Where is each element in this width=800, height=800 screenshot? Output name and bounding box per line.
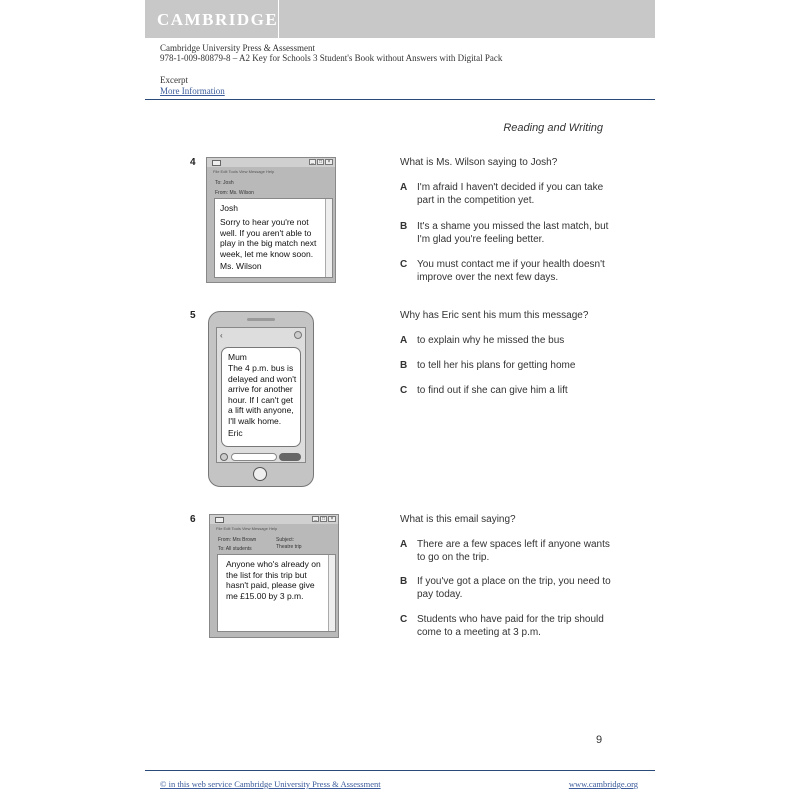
email-message: Anyone who's already on the list for this trip but hasn't paid, please give me £15.00 by 3 p.m. <box>226 559 321 601</box>
sms-message: The 4 p.m. bus is delayed and won't arrive for another hour. If I can't get a lift with anyone, I'll walk home. <box>228 363 297 426</box>
section-title: Reading and Writing <box>503 122 603 134</box>
sms-salutation: Mum <box>228 352 247 362</box>
email-window-q6 <box>209 514 339 638</box>
website-link[interactable]: www.cambridge.org <box>568 779 638 789</box>
phone-illustration <box>208 311 314 487</box>
option-letter: C <box>400 614 408 625</box>
maximize-icon: □ <box>321 516 326 522</box>
option-text: You must contact me if your health doesn't improve over the next few days. <box>417 259 605 283</box>
option-letter: A <box>400 335 408 346</box>
email-scrollbar <box>325 199 332 277</box>
option-letter: C <box>400 385 408 396</box>
email-to-line: To: All students <box>218 546 252 552</box>
camera-icon <box>220 453 228 461</box>
email-to-line: To: Josh <box>215 180 234 186</box>
copyright-link[interactable]: © in this web service Cambridge University Press & Assessment <box>160 779 381 789</box>
option-text: to find out if she can give him a lift <box>417 385 568 396</box>
email-menubar: File Edit Tools View Message Help <box>213 169 275 174</box>
question-prompt: Why has Eric sent his mum this message? <box>400 310 589 321</box>
cambridge-banner <box>145 0 655 38</box>
question-number: 4 <box>190 157 196 168</box>
page-number: 9 <box>596 734 603 746</box>
option-text: If you've got a place on the trip, you need to pay today. <box>417 576 611 600</box>
banner-divider <box>278 0 279 38</box>
option-letter: A <box>400 182 408 193</box>
option-text: It's a shame you missed the last match, but I'm glad you're feeling better. <box>417 221 609 245</box>
home-button-icon <box>253 467 267 481</box>
option-letter: B <box>400 360 408 371</box>
phone-speaker <box>247 318 275 321</box>
option-letter: C <box>400 259 408 270</box>
envelope-icon <box>212 160 221 166</box>
option-letter: B <box>400 221 408 232</box>
book-line: 978-1-009-80879-8 – A2 Key for Schools 3 Student's Book without Answers with Digital Pack <box>160 53 503 63</box>
email-body <box>214 198 333 278</box>
email-titlebar <box>207 158 335 167</box>
phone-screen <box>216 327 306 463</box>
close-icon: × <box>325 159 333 165</box>
cambridge-logo: CAMBRIDGE <box>157 10 279 29</box>
maximize-icon: □ <box>318 159 323 165</box>
minimize-icon: _ <box>312 516 319 522</box>
email-subject-label: Subject: <box>276 537 295 543</box>
email-body <box>217 554 336 632</box>
publisher-line: Cambridge University Press & Assessment <box>160 43 315 53</box>
sms-input-bar <box>231 453 277 461</box>
sms-signoff: Eric <box>228 428 243 438</box>
option-text: There are a few spaces left if anyone wants to go on the trip. <box>417 539 610 563</box>
footer-rule <box>145 770 655 771</box>
email-subject-value: Theatre trip <box>276 544 302 550</box>
contact-avatar-icon <box>294 331 302 339</box>
email-menubar: File Edit Tools View Message Help <box>216 526 278 531</box>
more-information-link[interactable]: More Information <box>160 86 225 96</box>
question-prompt: What is Ms. Wilson saying to Josh? <box>400 157 558 168</box>
option-letter: A <box>400 539 408 550</box>
option-letter: B <box>400 576 408 587</box>
envelope-icon <box>215 517 224 523</box>
email-window-q4 <box>206 157 336 283</box>
option-text: to explain why he missed the bus <box>417 335 565 346</box>
close-icon: × <box>328 516 336 522</box>
back-arrow-icon: ‹ <box>220 331 223 340</box>
question-number: 6 <box>190 514 196 525</box>
email-from-line: From: Mrs Brown <box>218 537 257 543</box>
header-rule <box>145 99 655 100</box>
email-titlebar <box>210 515 338 524</box>
email-scrollbar <box>328 555 335 631</box>
message-bubble <box>221 347 301 447</box>
email-salutation: Josh <box>220 203 238 213</box>
email-from-line: From: Ms. Wilson <box>215 190 254 196</box>
question-number: 5 <box>190 310 196 321</box>
option-text: to tell her his plans for getting home <box>417 360 576 371</box>
question-prompt: What is this email saying? <box>400 514 516 525</box>
option-text: Students who have paid for the trip should come to a meeting at 3 p.m. <box>417 614 604 638</box>
email-signoff: Ms. Wilson <box>220 261 262 271</box>
option-text: I'm afraid I haven't decided if you can take part in the competition yet. <box>417 182 604 206</box>
email-message: Sorry to hear you're not well. If you aren't able to play in the big match next week, let me know soon. <box>220 217 317 259</box>
send-icon <box>279 453 301 461</box>
minimize-icon: _ <box>309 159 316 165</box>
excerpt-label: Excerpt <box>160 75 188 85</box>
